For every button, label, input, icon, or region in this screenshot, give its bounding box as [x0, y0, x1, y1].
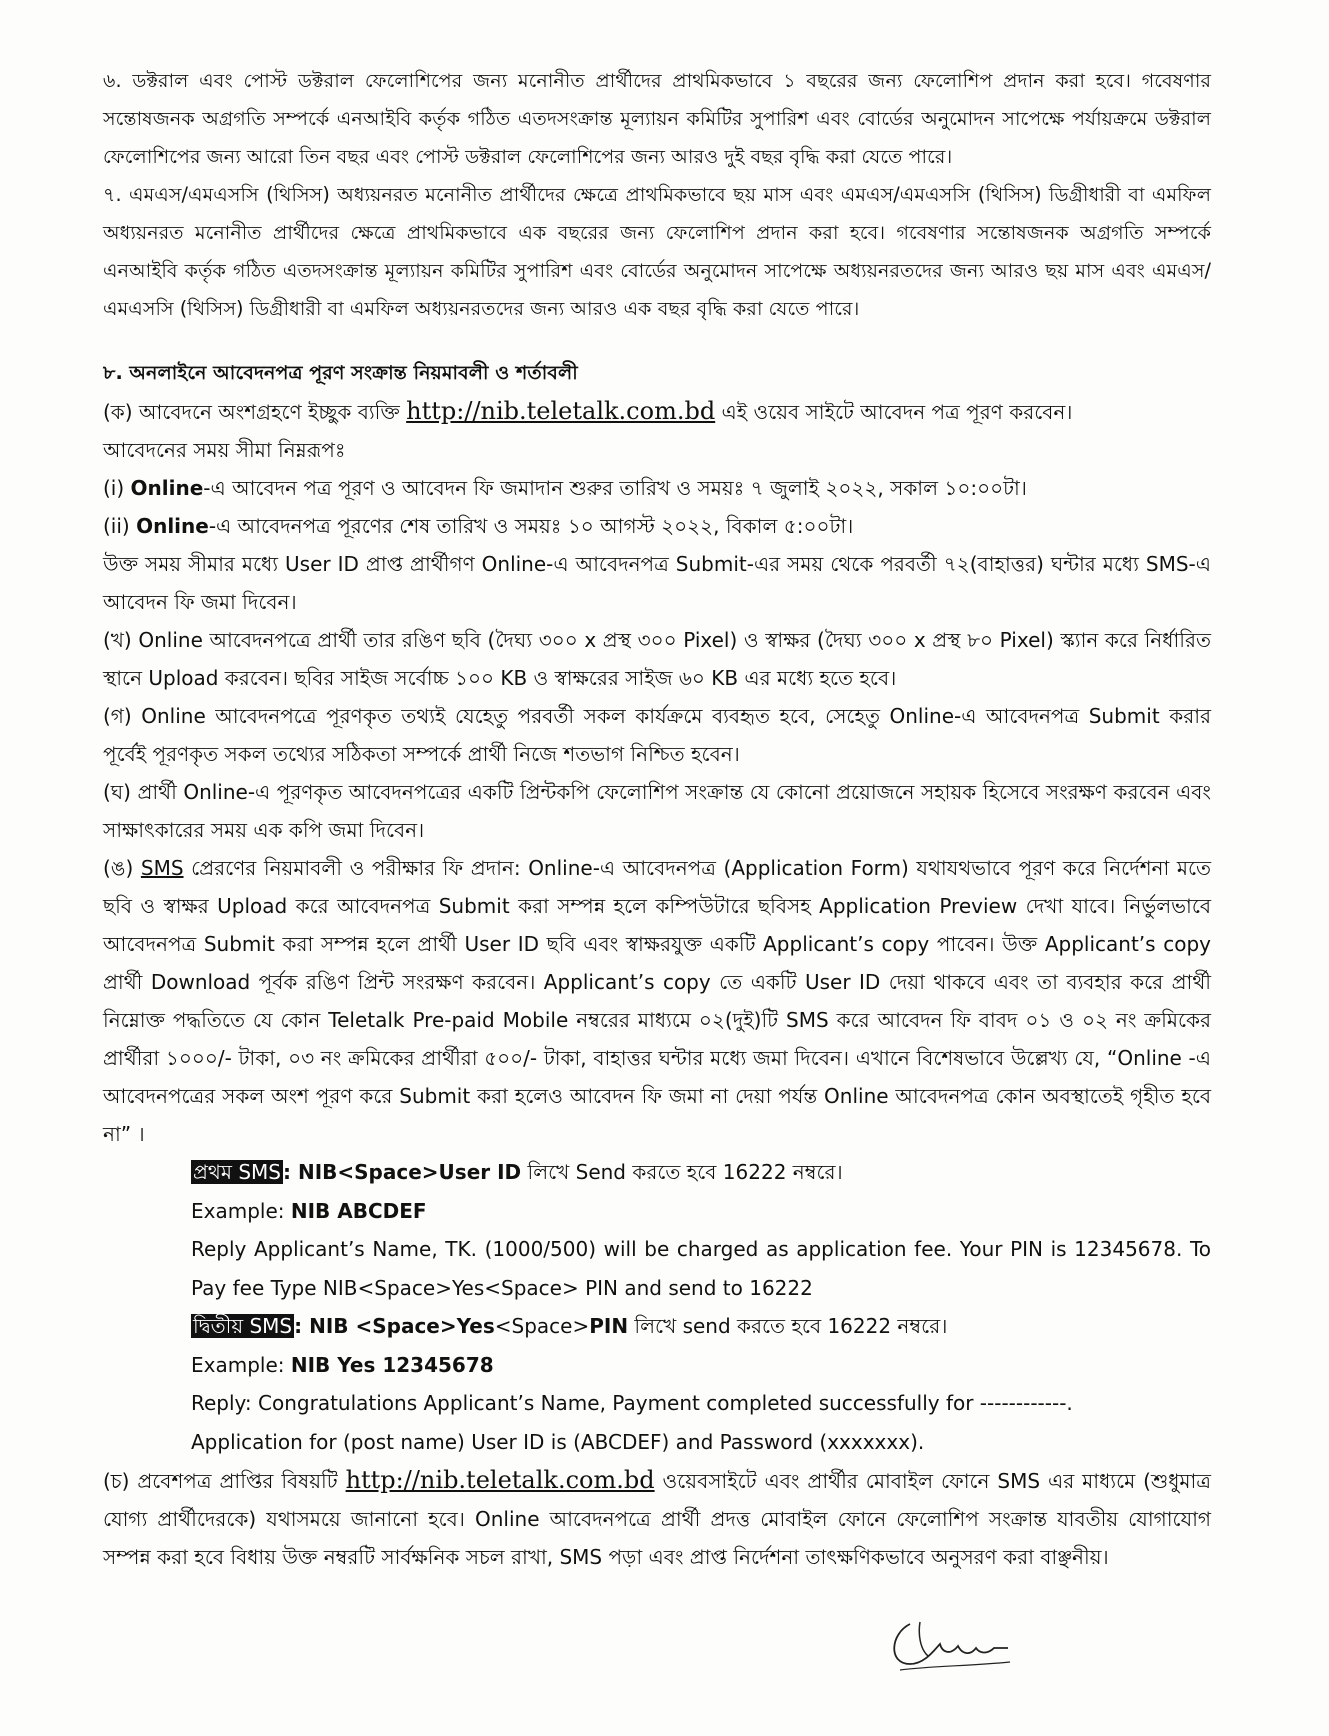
sms-underlined: SMS [140, 856, 184, 880]
second-sms-tag: দ্বিতীয় SMS [193, 1314, 293, 1338]
paragraph-6: ৬. ডক্টরাল এবং পোস্ট ডক্টরাল ফেলোশিপের জন্য মনোনীত প্রার্থীদের প্রাথমিকভাবে ১ বছরের জন্য ফেলোশিপ প্রদান করা হবে। গবেষণার সন্তোষজনক অগ্রগতি সম্পর্কে এনআইবি কর্তৃক গঠিত এতদসংক্রান্ত মূল্যায়ন কমিটির সুপারিশ এবং বোর্ডের অনুমোদন সাপেক্ষে পর্যায়ক্রমে ডক্টরাল ফেলোশিপের জন্য আরো তিন বছর এবং পোস্ট ডক্টরাল ফেলোশিপের জন্য আরও দুই বছর বৃদ্ধি করা যেতে পারে। [103, 69, 1211, 168]
item-ka-pre: (ক) আবেদনে অংশগ্রহণে ইচ্ছুক ব্যক্তি [103, 400, 400, 424]
item-ka [103, 392, 1211, 431]
reply-2: Reply: Congratulations Applicant’s Name, Payment completed successfully for ------------. [191, 1391, 1073, 1415]
first-sms-line [191, 1153, 1211, 1192]
second-sms-b: Yes [456, 1314, 495, 1338]
reply-2b: Application for (post name) User ID is (ABCDEF) and Password (xxxxxxx). [191, 1429, 925, 1454]
example-1-label: Example: [191, 1198, 291, 1223]
item-cha-post: ওয়েবসাইটে এবং প্রার্থীর মোবাইল ফোনে SMS এর মাধ্যমে (শুধুমাত্র যোগ্য প্রার্থীদেরকে) যথাসময়ে জানানো হবে। Online আবেদনপত্রে প্রার্থী প্রদত্ত মোবাইল ফোনে ফেলোশিপ সংক্রান্ত যাবতীয় যোগাযোগ সম্পন্ন করা হবে বিধায় উক্ত নম্বরটি সার্বক্ষনিক সচল রাখা, SMS পড়া এবং প্রাপ্ত নির্দেশনা তাৎক্ষণিকভাবে অনুসরণ করা বাঞ্ছনীয়। [103, 1469, 1212, 1569]
second-sms-line [191, 1307, 1211, 1346]
reply-1: Reply Applicant’s Name, TK. (1000/500) will be charged as application fee. Your PIN is 12345678. To Pay fee Type NIB<Space>Yes<Space> PIN and send to 16222 [191, 1237, 1211, 1300]
time-limit-label: আবেদনের সময় সীমা নিম্নরূপঃ [103, 438, 346, 462]
within-deadline-text: উক্ত সময় সীমার মধ্যে User ID প্রাপ্ত প্রার্থীগণ Online-এ আবেদনপত্র Submit-এর সময় থেকে পরবর্তী ৭২(বাহাত্তর) ঘন্টার মধ্যে SMS-এ আবেদন ফি জমা দিবেন। [103, 552, 1211, 614]
first-sms-tag: প্রথম SMS [193, 1160, 281, 1184]
item-uma [103, 849, 1211, 1153]
second-sms-d: PIN [589, 1314, 629, 1338]
item-i [103, 469, 1211, 507]
item-i-text: -এ আবেদন পত্র পূরণ ও আবেদন ফি জমাদান শুরুর তারিখ ও সময়ঃ ৭ জুলাই ২০২২, সকাল ১০:০০টা। [203, 476, 1027, 500]
item-ga: (গ) Online আবেদনপত্রে পূরণকৃত তথ্যই যেহেতু পরবর্তী সকল কার্যক্রমে ব্যবহৃত হবে, সেহেতু Online-এ আবেদনপত্র Submit করার পূর্বেই পূরণকৃত সকল তথ্যের সঠিকতা সম্পর্কে প্রার্থী নিজে শতভাগ নিশ্চিত হবেন। [103, 704, 1211, 766]
paragraph-7: ৭. এমএস/এমএসসি (থিসিস) অধ্যয়নরত মনোনীত প্রার্থীদের ক্ষেত্রে প্রাথমিকভাবে ছয় মাস এবং এমএস/এমএসসি (থিসিস) ডিগ্রীধারী বা এমফিল অধ্যয়নরত মনোনীত প্রার্থীদের ক্ষেত্রে প্রাথমিকভাবে এক বছরের জন্য ফেলোশিপ প্রদান করা হবে। গবেষণার সন্তোষজনক অগ্রগতি সম্পর্কে এনআইবি কর্তৃক গঠিত এতদসংক্রান্ত মূল্যায়ন কমিটির সুপারিশ এবং বোর্ডের অনুমোদন সাপেক্ষে অধ্যয়নরতদের জন্য আরও ছয় মাস এবং এমএস/এমএসসি (থিসিস) ডিগ্রীধারী বা এমফিল অধ্যয়নরতদের জন্য আরও এক বছর বৃদ্ধি করা যেতে পারে। [103, 183, 1211, 320]
teletalk-link[interactable]: http://nib.teletalk.com.bd [406, 397, 716, 425]
second-sms-e: লিখে send করতে হবে 16222 নম্বরে। [628, 1314, 948, 1338]
item-cha-pre: (চ) প্রবেশপত্র প্রাপ্তির বিষয়টি [103, 1469, 338, 1493]
item-uma-label: (ঙ) [103, 856, 134, 880]
section-8-heading: ৮. অনলাইনে আবেদনপত্র পূরণ সংক্রান্ত নিয়মাবলী ও শর্তাবলী [103, 361, 578, 384]
sms-instructions [191, 1153, 1211, 1461]
item-gha: (ঘ) প্রার্থী Online-এ পূরণকৃত আবেদনপত্রের একটি প্রিন্টকপি ফেলোশিপ সংক্রান্ত যে কোনো প্রয়োজনে সহায়ক হিসেবে সংরক্ষণ করবেন এবং সাক্ষাৎকারের সময় এক কপি জমা দিবেন। [103, 780, 1211, 842]
item-ii-text: -এ আবেদনপত্র পূরণের শেষ তারিখ ও সময়ঃ ১০ আগস্ট ২০২২, বিকাল ৫:০০টা। [208, 514, 854, 538]
signature [880, 1604, 1030, 1684]
item-ii-label: (ii) [103, 514, 130, 538]
item-cha [103, 1461, 1211, 1576]
example-2-value: NIB Yes 12345678 [290, 1352, 494, 1377]
first-sms-a: : NIB<Space> [283, 1160, 439, 1184]
second-sms-a: : NIB <Space> [294, 1314, 457, 1338]
teletalk-link-2[interactable]: http://nib.teletalk.com.bd [345, 1466, 655, 1494]
item-i-label: (i) [103, 476, 125, 500]
example-1-value: NIB ABCDEF [290, 1198, 427, 1223]
item-kha: (খ) Online আবেদনপত্রে প্রার্থী তার রঙিণ ছবি (দৈঘ্য ৩০০ x প্রস্থ ৩০০ Pixel) ও স্বাক্ষর (দৈঘ্য ৩০০ x প্রস্থ ৮০ Pixel) স্ক্যান করে নির্ধারিত স্থানে Upload করবেন। ছবির সাইজ সর্বোচ্চ ১০০ KB ও স্বাক্ষরের সাইজ ৬০ KB এর মধ্যে হতে হবে। [103, 628, 1211, 690]
first-sms-c: লিখে Send করতে হবে 16222 নম্বরে। [521, 1160, 843, 1184]
first-sms-b: User ID [438, 1160, 522, 1184]
example-2 [191, 1346, 1211, 1385]
online-word: Online [136, 514, 209, 538]
item-uma-text: প্রেরণের নিয়মাবলী ও পরীক্ষার ফি প্রদান: Online-এ আবেদনপত্র (Application Form) যথাযথভাবে পূরণ করে নির্দেশনা মতে ছবি ও স্বাক্ষর Upload করে আবেদনপত্র Submit করা সম্পন্ন হলে কম্পিউটারে ছবিসহ Application Preview দেখা যাবে। নির্ভুলভাবে আবেদনপত্র Submit করা সম্পন্ন হলে প্রার্থী User ID ছবি এবং স্বাক্ষরযুক্ত একটি Applicant’s copy পাবেন। উক্ত Applicant’s copy প্রার্থী Download পূর্বক রঙিণ প্রিন্ট সংরক্ষণ করবেন। Applicant’s copy তে একটি User ID দেয়া থাকবে এবং তা ব্যবহার করে প্রার্থী নিম্নোক্ত পদ্ধতিতে যে কোন Teletalk Pre-paid Mobile নম্বরের মাধ্যমে ০২(দুই)টি SMS করে আবেদন ফি বাবদ ০১ ও ০২ নং ক্রমিকের প্রার্থীরা ১০০০/- টাকা, ০৩ নং ক্রমিকের প্রার্থীরা ৫০০/- টাকা, বাহাত্তর ঘন্টার মধ্যে জমা দিবেন। এখানে বিশেষভাবে উল্লেখ্য যে, “Online -এ আবেদনপত্রের সকল অংশ পূরণ করে Submit করা হলেও আবেদন ফি জমা না দেয়া পর্যন্ত Online আবেদনপত্র কোন অবস্থাতেই গৃহীত হবে না” । [103, 856, 1212, 1146]
second-sms-c: <Space> [494, 1314, 590, 1338]
online-word: Online [130, 476, 204, 500]
example-1 [191, 1192, 1211, 1231]
item-ka-post: এই ওয়েব সাইটে আবেদন পত্র পূরণ করবেন। [721, 400, 1073, 424]
example-2-label: Example: [191, 1352, 291, 1377]
item-ii [103, 507, 1211, 545]
